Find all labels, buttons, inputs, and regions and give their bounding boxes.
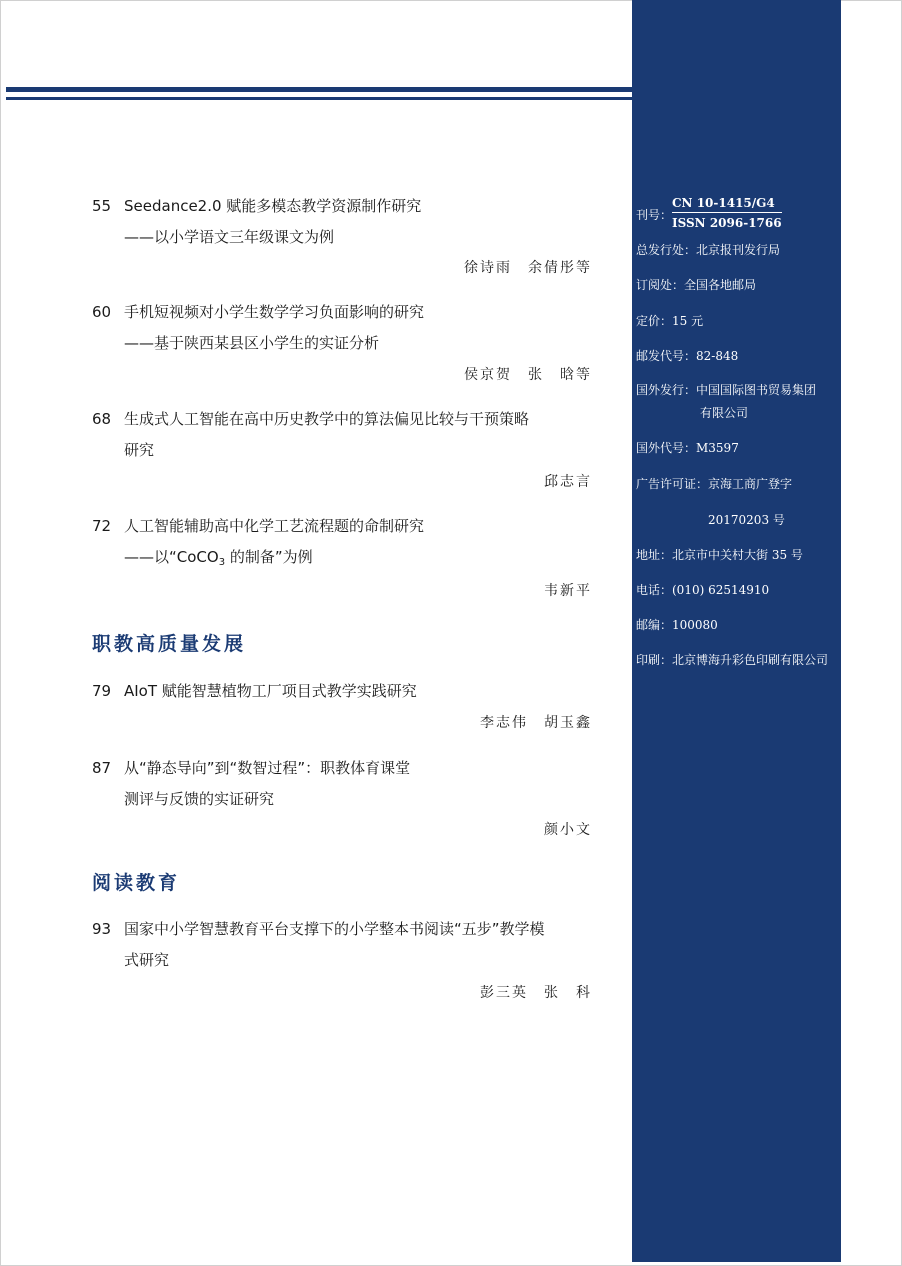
- article-subtitle: 测评与反馈的实证研究: [124, 790, 275, 808]
- zip-code: 邮编：100080: [636, 618, 718, 632]
- article-subtitle: 研究: [124, 441, 155, 459]
- issn-number: ISSN 2096-1766: [672, 216, 782, 230]
- subtitle-part: ——以“CoCO: [124, 548, 219, 566]
- ad-license: 广告许可证：京海工商广登字: [636, 477, 793, 491]
- toc-entry[interactable]: [92, 919, 592, 999]
- phone: 电话：(010) 62514910: [636, 583, 770, 597]
- subscription-office: 订阅处：全国各地邮局: [636, 278, 757, 292]
- article-subtitle: ——基于陕西某县区小学生的实证分析: [124, 334, 380, 352]
- toc-entry[interactable]: [92, 302, 592, 382]
- article-authors: 颜小文: [544, 822, 592, 838]
- article-authors: 徐诗雨 余倩彤等: [464, 260, 592, 276]
- overseas-code: 国外代号：M3597: [636, 441, 739, 455]
- entry-title-line: [92, 516, 592, 536]
- printer: 印刷：北京博海升彩色印刷有限公司: [636, 653, 829, 667]
- page-number: 93: [92, 920, 112, 938]
- cn-issn-block: [672, 196, 782, 230]
- entry-title-line: [92, 919, 592, 939]
- kanhao-label: 刊号：: [636, 208, 673, 222]
- section-title-reading: 阅读教育: [92, 872, 181, 894]
- page-number: 87: [92, 759, 112, 777]
- subscript: 3: [218, 557, 226, 568]
- toc-entry[interactable]: [92, 681, 592, 731]
- overseas-distribution-cont: 有限公司: [700, 406, 749, 420]
- article-title: 国家中小学智慧教育平台支撑下的小学整本书阅读“五步”教学模: [124, 920, 545, 938]
- toc-entry[interactable]: [92, 758, 592, 838]
- overseas-distribution: 国外发行：中国国际图书贸易集团: [636, 383, 817, 397]
- article-title: 手机短视频对小学生数学学习负面影响的研究: [124, 303, 425, 321]
- header-rule-thick: [6, 87, 632, 92]
- toc-entry[interactable]: [92, 409, 592, 489]
- page-number: 55: [92, 197, 112, 215]
- article-authors: 李志伟 胡玉鑫: [480, 715, 592, 731]
- article-subtitle: ——以小学语文三年级课文为例: [124, 228, 335, 246]
- page-number: 60: [92, 303, 112, 321]
- ad-license-cont: 20170203 号: [708, 513, 785, 527]
- article-authors: 侯京贺 张 晗等: [464, 367, 592, 383]
- entry-title-line: [92, 681, 592, 701]
- article-subtitle: 式研究: [124, 951, 170, 969]
- price: 定价：15 元: [636, 314, 704, 328]
- address: 地址：北京市中关村大街 35 号: [636, 548, 803, 562]
- general-publisher: 总发行处：北京报刊发行局: [636, 243, 781, 257]
- article-title: 从“静态导向”到“数智过程”：职教体育课堂: [124, 759, 411, 777]
- article-title: AIoT 赋能智慧植物工厂项目式教学实践研究: [124, 682, 417, 700]
- article-title: Seedance2.0 赋能多模态教学资源制作研究: [124, 197, 422, 215]
- postal-code-number: 邮发代号：82-848: [636, 349, 739, 363]
- entry-title-line: [92, 302, 592, 322]
- header-rule-thin: [6, 97, 632, 100]
- entry-title-line: [92, 758, 592, 778]
- article-title: 人工智能辅助高中化学工艺流程题的命制研究: [124, 517, 425, 535]
- page-number: 68: [92, 410, 112, 428]
- article-title: 生成式人工智能在高中历史教学中的算法偏见比较与干预策略: [124, 410, 530, 428]
- entry-title-line: [92, 196, 592, 216]
- entry-title-line: [92, 409, 592, 429]
- toc-entry[interactable]: [92, 196, 592, 276]
- cn-number: CN 10-1415/G4: [672, 196, 782, 213]
- article-authors: 邱志言: [544, 474, 592, 490]
- section-title-vocational: 职教高质量发展: [92, 633, 247, 655]
- subtitle-part: 的制备”为例: [225, 548, 313, 566]
- toc-entry[interactable]: [92, 516, 592, 599]
- article-subtitle: [124, 547, 313, 573]
- page-number: 72: [92, 517, 112, 535]
- article-authors: 韦新平: [544, 583, 592, 599]
- page-number: 79: [92, 682, 112, 700]
- article-authors: 彭三英 张 科: [480, 985, 592, 1001]
